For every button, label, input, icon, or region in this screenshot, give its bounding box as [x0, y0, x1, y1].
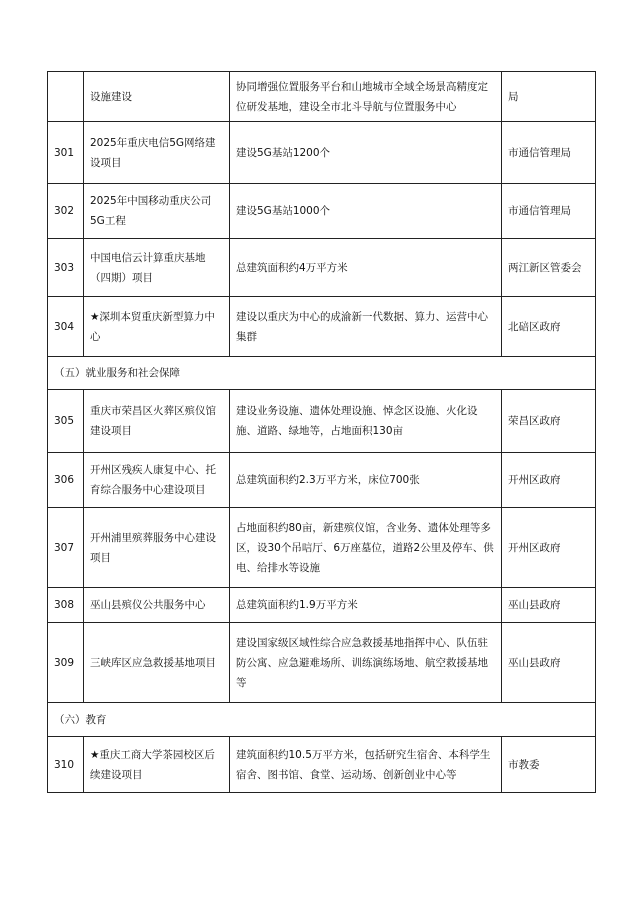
responsible-dept: 市教委	[502, 737, 596, 793]
project-content: 总建筑面积约2.3万平方米，床位700张	[230, 453, 502, 508]
table-row	[48, 737, 596, 793]
project-name: 2025年中国移动重庆公司5G工程	[84, 184, 230, 239]
table-row	[48, 453, 596, 508]
row-number: 306	[48, 453, 84, 508]
responsible-dept: 荣昌区政府	[502, 390, 596, 453]
project-content: 占地面积约80亩，新建殡仪馆，含业务、遗体处理等多区，设30个吊唁厅、6万座墓位，道路2公里及停车、供电、给排水等设施	[230, 508, 502, 588]
table-row	[48, 122, 596, 184]
project-name: 三峡库区应急救援基地项目	[84, 623, 230, 703]
project-content: 建设5G基站1000个	[230, 184, 502, 239]
responsible-dept: 北碚区政府	[502, 297, 596, 357]
row-number: 305	[48, 390, 84, 453]
project-table	[47, 71, 596, 793]
row-number: 308	[48, 588, 84, 623]
row-number: 303	[48, 239, 84, 297]
section-heading: （六）教育	[48, 703, 596, 737]
section-heading: （五）就业服务和社会保障	[48, 357, 596, 390]
project-content: 建设5G基站1200个	[230, 122, 502, 184]
row-number: 310	[48, 737, 84, 793]
project-name: 巫山县殡仪公共服务中心	[84, 588, 230, 623]
responsible-dept: 巫山县政府	[502, 623, 596, 703]
project-name: ★重庆工商大学茶园校区后续建设项目	[84, 737, 230, 793]
project-content: 建设业务设施、遗体处理设施、悼念区设施、火化设施、道路、绿地等，占地面积130亩	[230, 390, 502, 453]
row-number: 304	[48, 297, 84, 357]
responsible-dept: 巫山县政府	[502, 588, 596, 623]
table-row	[48, 390, 596, 453]
responsible-dept: 开州区政府	[502, 508, 596, 588]
responsible-dept: 市通信管理局	[502, 122, 596, 184]
project-content: 建设以重庆为中心的成渝新一代数据、算力、运营中心集群	[230, 297, 502, 357]
table-row	[48, 623, 596, 703]
table-row	[48, 72, 596, 122]
responsible-dept: 开州区政府	[502, 453, 596, 508]
responsible-dept: 市通信管理局	[502, 184, 596, 239]
table-row	[48, 508, 596, 588]
table-row	[48, 239, 596, 297]
project-name: 2025年重庆电信5G网络建设项目	[84, 122, 230, 184]
table-row	[48, 588, 596, 623]
project-content: 协同增强位置服务平台和山地城市全域全场景高精度定位研发基地，建设全市北斗导航与位置服务中心	[230, 72, 502, 122]
project-name: 设施建设	[84, 72, 230, 122]
project-name: ★深圳本贸重庆新型算力中心	[84, 297, 230, 357]
project-content: 建设国家级区域性综合应急救援基地指挥中心、队伍驻防公寓、应急避难场所、训练演练场地、航空救援基地等	[230, 623, 502, 703]
section-row	[48, 357, 596, 390]
project-content: 总建筑面积约1.9万平方米	[230, 588, 502, 623]
section-row	[48, 703, 596, 737]
row-number	[48, 72, 84, 122]
row-number: 301	[48, 122, 84, 184]
table-row	[48, 297, 596, 357]
table-row	[48, 184, 596, 239]
row-number: 307	[48, 508, 84, 588]
responsible-dept: 两江新区管委会	[502, 239, 596, 297]
project-name: 开州区残疾人康复中心、托育综合服务中心建设项目	[84, 453, 230, 508]
row-number: 309	[48, 623, 84, 703]
row-number: 302	[48, 184, 84, 239]
project-name: 中国电信云计算重庆基地（四期）项目	[84, 239, 230, 297]
project-name: 开州浦里殡葬服务中心建设项目	[84, 508, 230, 588]
responsible-dept: 局	[502, 72, 596, 122]
project-name: 重庆市荣昌区火葬区殡仪馆建设项目	[84, 390, 230, 453]
project-content: 总建筑面积约4万平方米	[230, 239, 502, 297]
project-content: 建筑面积约10.5万平方米，包括研究生宿舍、本科学生宿舍、图书馆、食堂、运动场、创新创业中心等	[230, 737, 502, 793]
